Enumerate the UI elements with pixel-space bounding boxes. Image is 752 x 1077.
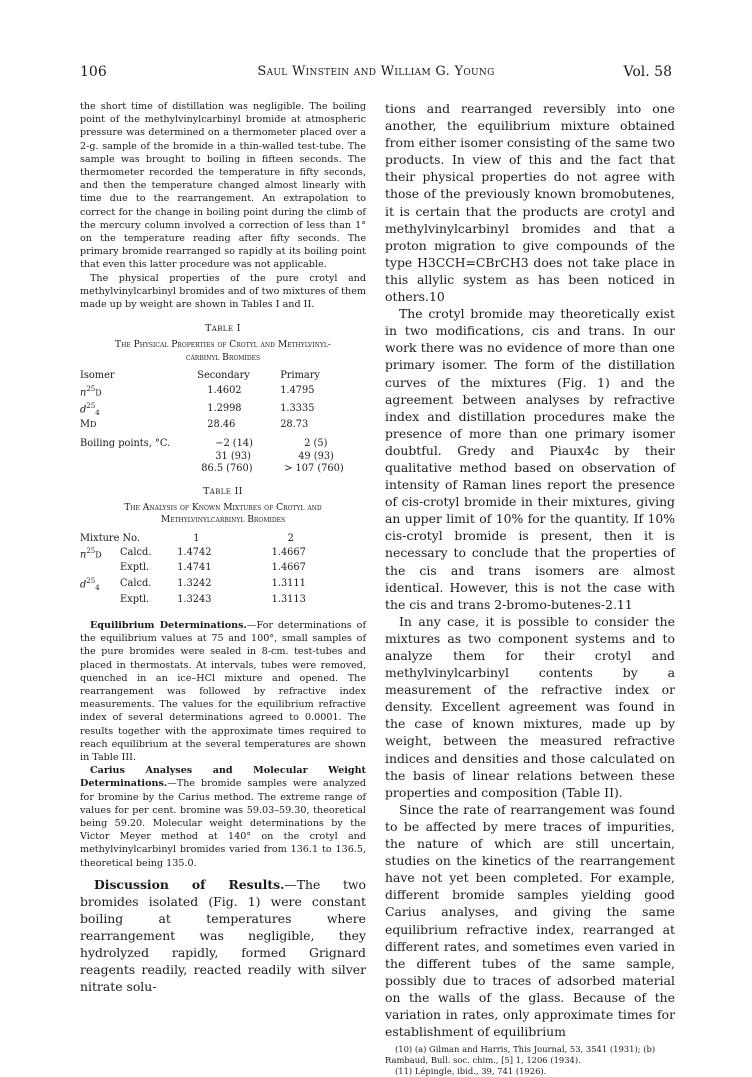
table-row [80, 400, 366, 420]
paragraph-two-component: In any case, it is possible to consider the mixtures as two component systems and to analyze them for their crotyl and methylvinylcarbinyl contents by a measurement of the refractive index or density. Excellent agreement was found in the case of known mixtures, made up by weight, between the measured refractive indices and densities and those calculated on the basis of linear relations between these properties and composition (Table II). [385, 613, 675, 800]
table-cell: Isomer [80, 370, 115, 382]
volume-label: Vol. 58 [623, 64, 672, 80]
table-cell: Calcd. [120, 578, 152, 590]
equilibrium-text: —For determinations of the equilibrium values at 75 and 100°, small samples of the pure bromides were sealed in 8-cm. test-tubes and placed in thermostats. At intervals, tubes were removed, quenched in an ice–HCl mixture and opened. The rearrangement was followed by refractive index measurements. The values for the equilibrium refractive index of several determinations agreed to 0.0001. The results together with the approximate times required to reach equilibrium at the several temperatures are shown in Table III. [80, 619, 366, 763]
paragraph-physical-properties: The physical properties of the pure crotyl and methylvinylcarbinyl bromides and of two mixtures of them made up by weight are shown in Tables I and II. [80, 272, 366, 311]
paragraph-boiling-point: the short time of distillation was negligible. The boiling point of the methylvinylcarbinyl bromide at atmospheric pressure was determined on a thermometer placed over a 2-g. sample of the bromide in a thin-walled test-tube. The sample was brought to boiling in fifteen seconds. The thermometer recorded the temperature in fifty seconds, and then the temperature changed almost linearly with time due to the rearrangement. An extrapolation to correct for the change in boiling point during the climb of the mercury column involved a correction of less than 1° on the temperature reading after fifty seconds. The primary bromide rearranged so rapidly at its boiling point that even this latter procedure was not applicable. [80, 101, 366, 271]
paragraph-continued: tions and rearranged reversibly into one another, the equilibrium mixture obtained from either isomer consisting of the same two products. In view of this and the fact that their physical properties do not agree with those of the previously known bromobutenes, it is certain that the products are crotyl and methylvinylcarbinyl bromides and that a proton migration to give compounds of the type H3CCH=CBrCH3 does not take place in this allylic system as has been noticed in others.10 [385, 101, 675, 305]
table-cell: Boiling points, °C. [80, 437, 171, 449]
table-cell: Exptl. [120, 561, 150, 573]
table-cell: 1 [193, 532, 200, 544]
table-2 [80, 486, 366, 607]
table-2-title-line2: Methylvinylcarbinyl Bromides [160, 515, 286, 526]
table-cell [80, 562, 120, 575]
table-cell: Exptl. [120, 594, 150, 606]
paragraph-carius [80, 764, 366, 870]
table-cell: 49 (93) [298, 450, 334, 462]
table-cell: 1.3243 [177, 594, 212, 606]
table-cell: 1.4602 [207, 384, 242, 396]
table-cell: 1.4741 [177, 561, 212, 573]
table-cell: 1.4667 [271, 547, 306, 559]
table-cell: Mixture No. [80, 532, 140, 544]
paragraph-crotyl-isomers: The crotyl bromide may theoretically exist in two modifications, cis and trans. In our work there was no evidence of more than one primary isomer. The form of the distillation curves of the mixtures (Fig. 1) and the agreement between analyses by refractive index and distillation procedures make the presence of more than one primary isomer doubtful. Gredy and Piaux4c by their qualitative method based on observation of intensity of Raman lines report the presence of cis-crotyl bromide in their mixtures, giving an upper limit of 10% for the quantity. If 10% cis-crotyl bromide is present, then it is necessary to conclude that the properties of the cis and trans isomers are almost identical. However, this is not the case with the cis and trans 2-bromo-butenes-2.11 [385, 306, 675, 612]
table-cell: MD [80, 419, 97, 431]
table-cell [80, 463, 197, 476]
table-row [80, 370, 366, 383]
table-cell: 1.4795 [280, 384, 315, 396]
carius-heading: Carius Analyses and Molecular Weight Determinations. [80, 765, 366, 790]
table-cell: 1.4742 [177, 547, 212, 559]
discussion-heading: Discussion of Results. [94, 876, 285, 892]
table-1-body [80, 370, 366, 476]
table-cell: 1.4667 [271, 561, 306, 573]
table-cell [80, 594, 120, 607]
table-row [80, 562, 366, 575]
table-cell: $d^{25}_4$ [80, 576, 100, 592]
table-row [80, 419, 366, 432]
paragraph-equilibrium [80, 619, 366, 764]
table-cell: 31 (93) [215, 450, 251, 462]
table-cell: $n^{25}D$ [80, 384, 102, 398]
table-cell: Secondary [197, 370, 250, 382]
table-cell: 28.73 [280, 419, 309, 431]
footnotes [385, 1044, 675, 1077]
equilibrium-heading: Equilibrium Determinations. [90, 619, 247, 631]
table-cell: $d^{25}_4$ [80, 401, 100, 417]
carius-text: —The bromide samples were analyzed for bromine by the Carius method. The extreme range of values for per cent. bromine was 59.03–59.30, theoretical being 59.20. Molecular weight determinations by the Victor Meyer method at 140° on the crotyl and methylvinylcarbinyl bromides varied from 136.1 to 136.5, theoretical being 135.0. [80, 778, 366, 869]
table-cell: Calcd. [120, 547, 152, 559]
page-header [80, 64, 672, 84]
running-title: Saul Winstein and William G. Young [257, 64, 495, 79]
table-row [80, 451, 366, 464]
table-row [80, 383, 366, 400]
table-1-caption: Table I [205, 323, 241, 335]
paragraph-rate: Since the rate of rearrangement was found to be affected by mere traces of impurities, the nature of which are still uncertain, studies on the kinetics of the rearrangement have not yet been completed. For example, different bromide samples yielding good Carius analyses, and giving the same equilibrium refractive index, rearranged at different rates, and sometimes even varied in the different tubes of the same sample, possibly due to traces of adsorbed material on the walls of the glass. Because of the variation in rates, only approximate times for establishment of equilibrium [385, 801, 675, 1040]
table-cell: 1.3113 [271, 594, 306, 606]
table-row [80, 533, 366, 546]
table-cell: 1.3335 [280, 403, 315, 415]
table-cell: 1.3242 [177, 578, 212, 590]
table-cell: 2 (5) [304, 437, 328, 449]
table-1-title-line2: carbinyl Bromides [185, 352, 261, 363]
table-cell: 1.3111 [271, 578, 306, 590]
table-1-title-line1: The Physical Properties of Crotyl and Methylvinyl- [115, 340, 331, 351]
table-cell: 2 [287, 532, 294, 544]
table-cell: Primary [280, 370, 320, 382]
left-column [80, 100, 366, 995]
table-cell: 1.2998 [207, 403, 242, 415]
table-1 [80, 323, 366, 475]
footnote-11: (11) Lépingle, ibid., 39, 741 (1926). [395, 1066, 547, 1077]
table-row [80, 594, 366, 607]
table-row [80, 432, 366, 451]
table-2-body [80, 533, 366, 607]
table-row [80, 463, 366, 476]
paragraph-discussion [80, 876, 366, 996]
page-number: 106 [80, 64, 107, 80]
right-column [385, 100, 675, 1077]
table-cell: −2 (14) [215, 437, 253, 449]
discussion-text: —The two bromides isolated (Fig. 1) were constant boiling at temperatures where rearrangement was negligible, they hydrolyzed rapidly, formed Grignard reagents readily, reacted readily with silver nitrate solu- [80, 876, 366, 995]
table-row [80, 575, 366, 595]
table-cell: > 107 (760) [284, 463, 344, 475]
table-2-caption: Table II [203, 485, 243, 497]
table-cell: 28.46 [207, 419, 236, 431]
table-cell [80, 451, 197, 464]
table-2-title-line1: The Analysis of Known Mixtures of Crotyl and [124, 502, 322, 513]
table-cell: 86.5 (760) [201, 463, 253, 475]
footnote-10: (10) (a) Gilman and Harris, This Journal, 53, 3541 (1931); (b) Rambaud, Bull. soc. chim., [5] 1, 1206 (1934). [385, 1044, 656, 1066]
table-row [80, 545, 366, 562]
table-cell: $n^{25}D$ [80, 547, 102, 561]
